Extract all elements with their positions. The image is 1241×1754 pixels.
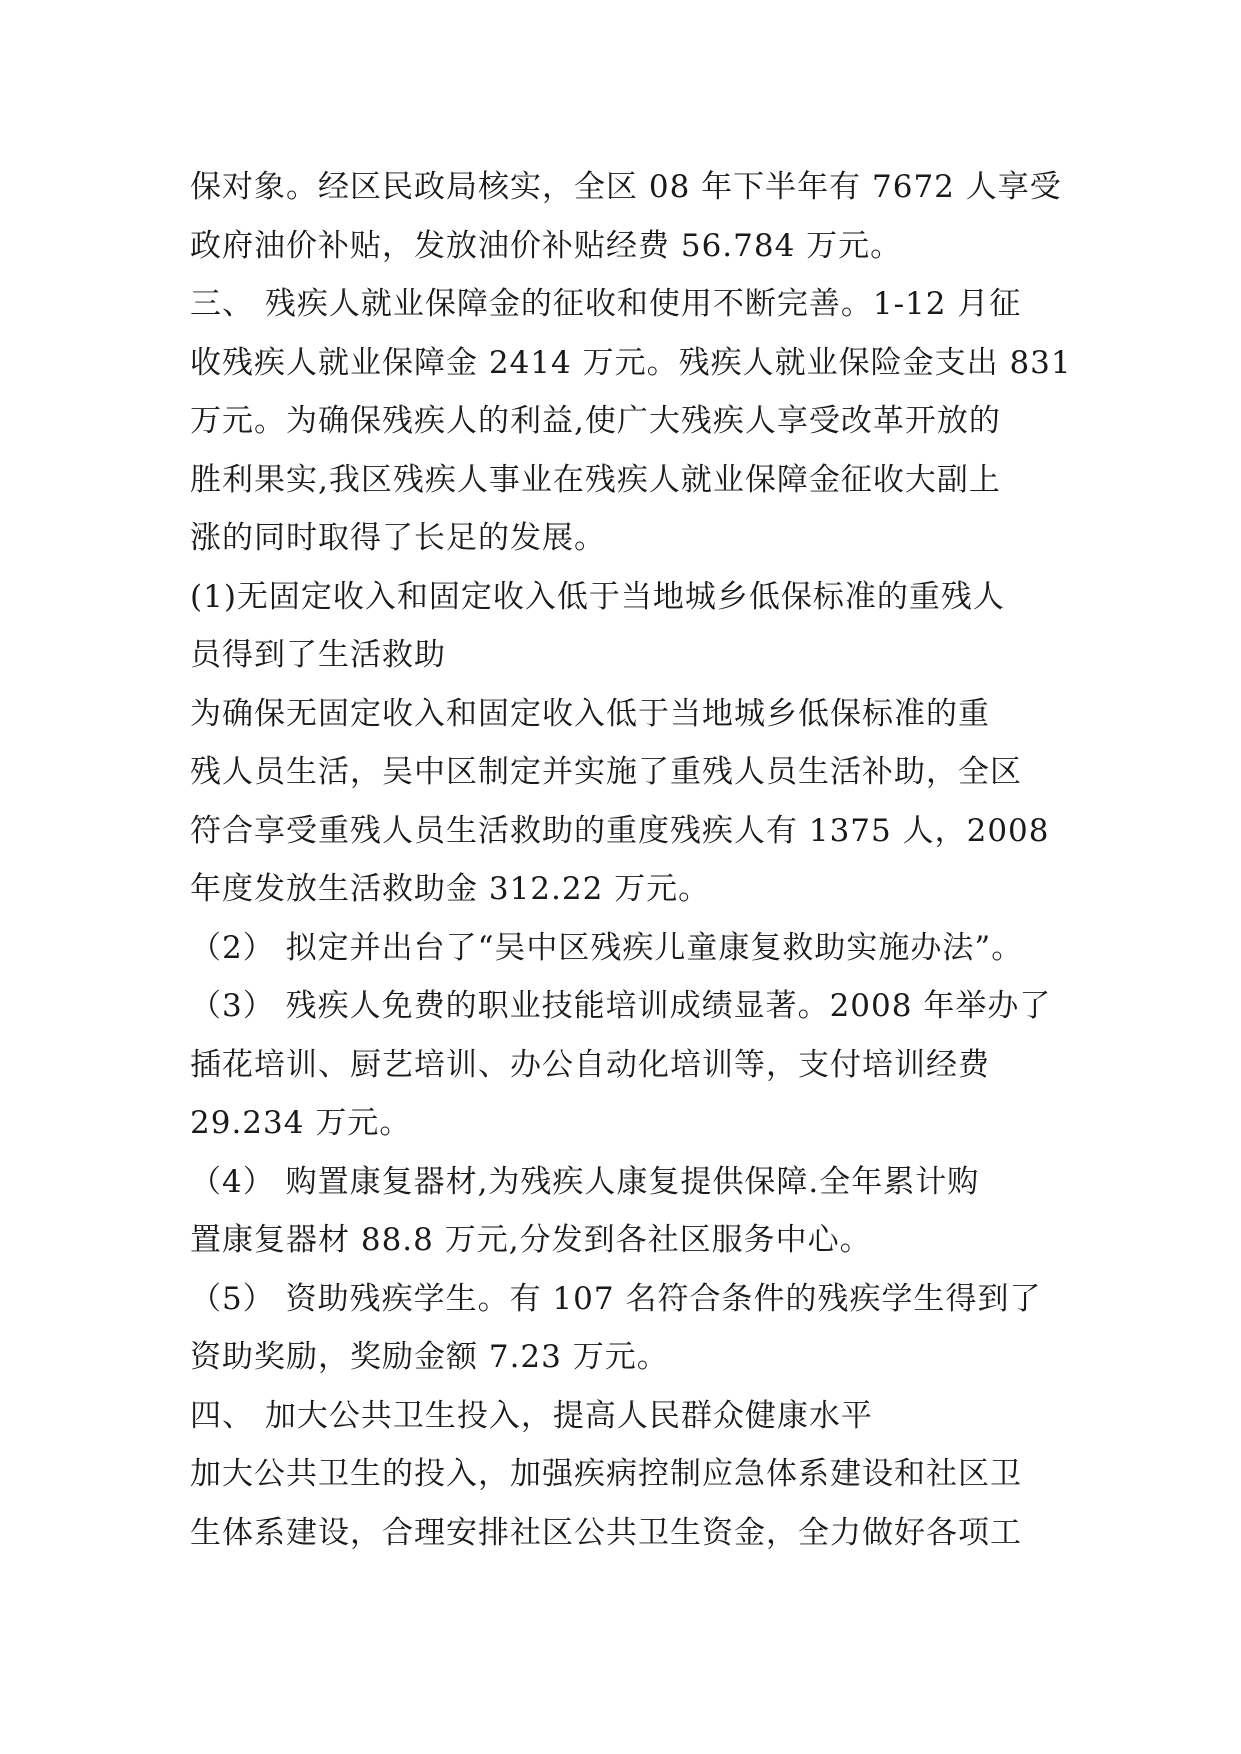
document-body [190, 158, 1070, 1562]
text-line: 插花培训、厨艺培训、办公自动化培训等，支付培训经费 [190, 1046, 990, 1083]
list-item: （2） 拟定并出台了“吴中区残疾儿童康复救助实施办法”。 [190, 929, 1024, 966]
section-heading: 四、 加大公共卫生投入，提高人民群众健康水平 [190, 1397, 873, 1434]
text-line: 员得到了生活救助 [190, 637, 446, 673]
text-line: 万元。为确保残疾人的利益,使广大残疾人享受改革开放的 [190, 403, 1001, 439]
text-line: 置康复器材 88.8 万元,分发到各社区服务中心。 [190, 1222, 872, 1258]
text-line: 残人员生活，吴中区制定并实施了重残人员生活补助，全区 [190, 754, 1022, 790]
text-line: 年度发放生活救助金 312.22 万元。 [190, 871, 711, 907]
list-item-heading: (1)无固定收入和固定收入低于当地城乡低保标准的重残人 [190, 578, 1005, 615]
text-line: 符合享受重残人员生活救助的重度残疾人有 1375 人，2008 [190, 812, 1050, 849]
list-item: （3） 残疾人免费的职业技能培训成绩显著。2008 年举办了 [190, 988, 1052, 1024]
text-line: 胜利果实,我区残疾人事业在残疾人就业保障金征收大副上 [190, 461, 1001, 498]
text-line: 涨的同时取得了长足的发展。 [190, 520, 606, 556]
text-line: 生体系建设，合理安排社区公共卫生资金，全力做好各项工 [190, 1514, 1022, 1551]
text-line: 资助奖励，奖励金额 7.23 万元。 [190, 1339, 669, 1375]
list-item: （5） 资助残疾学生。有 107 名符合条件的残疾学生得到了 [190, 1280, 1042, 1317]
text-line: 保对象。经区民政局核实，全区 08 年下半年有 7672 人享受 [190, 169, 1062, 205]
section-heading: 三、 残疾人就业保障金的征收和使用不断完善。1-12 月征 [190, 286, 1022, 322]
list-item: （4） 购置康复器材,为残疾人康复提供保障.全年累计购 [190, 1163, 980, 1200]
text-line: 加大公共卫生的投入，加强疾病控制应急体系建设和社区卫 [190, 1456, 1022, 1492]
text-line: 政府油价补贴，发放油价补贴经费 56.784 万元。 [190, 227, 903, 264]
text-line: 为确保无固定收入和固定收入低于当地城乡低保标准的重 [190, 695, 990, 732]
text-line: 29.234 万元。 [190, 1105, 412, 1141]
text-line: 收残疾人就业保障金 2414 万元。残疾人就业保险金支出 831 [190, 344, 1072, 381]
